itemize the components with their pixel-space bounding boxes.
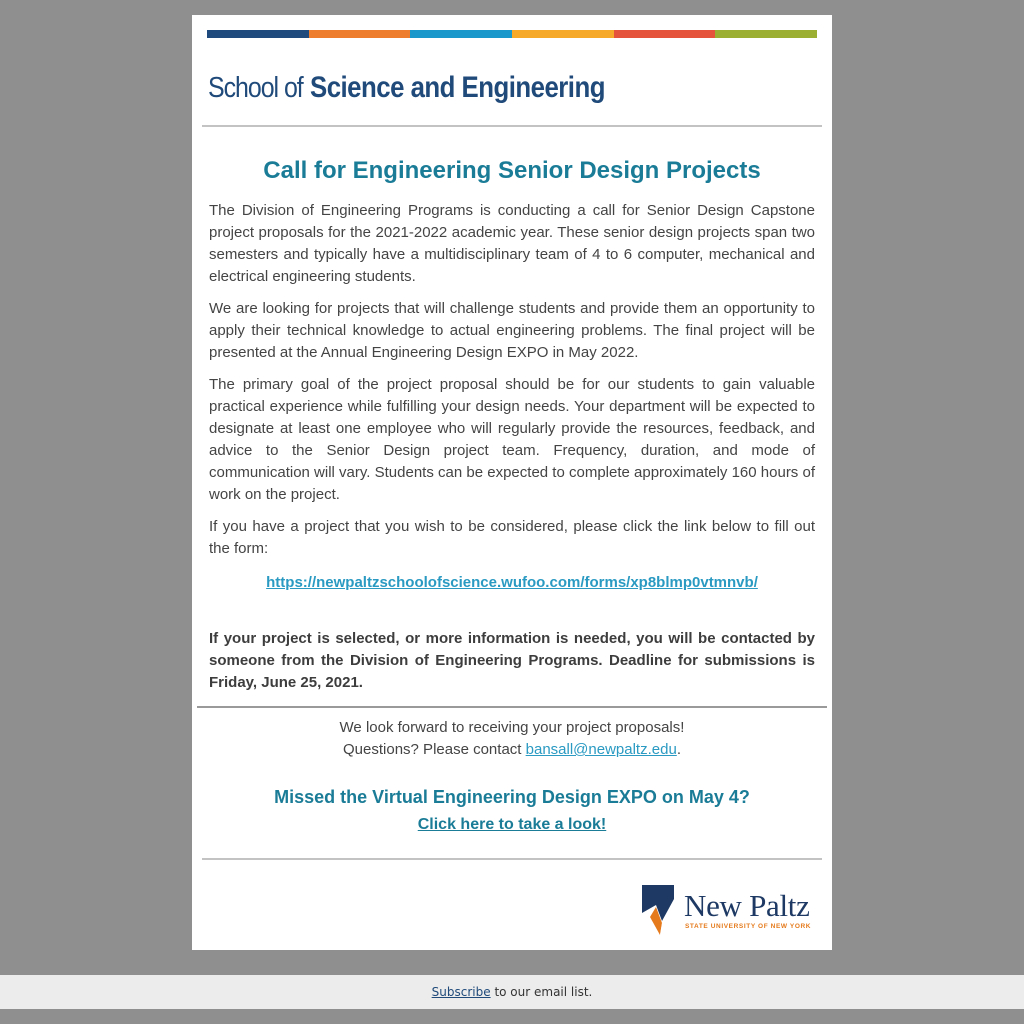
- questions-suffix: .: [676, 741, 681, 758]
- form-link-row: [209, 572, 815, 594]
- school-logo-light-text: School of: [208, 72, 303, 104]
- questions-line: [192, 739, 832, 761]
- body-paragraph: If you have a project that you wish to be considered, please click the link below to fill out the form:: [209, 518, 815, 557]
- new-paltz-logo: [642, 885, 822, 937]
- divider-bottom: [202, 858, 822, 860]
- stripe-segment: [410, 30, 512, 38]
- school-logo: [208, 71, 653, 105]
- body-paragraph: We are looking for projects that will challenge students and provide them an opportunity to apply their technical knowledge to actual engineering problems. The final project will be presented at the Annual Engineering Design EXPO in May 2022.: [209, 300, 815, 361]
- contact-section: [192, 717, 832, 761]
- subscribe-bar: [0, 975, 1024, 1009]
- questions-prefix: Questions? Please contact: [343, 741, 522, 758]
- body-paragraph: The Division of Engineering Programs is conducting a call for Senior Design Capstone project proposals for the 2021-2022 academic year. These senior design projects span two semesters and typically have a multidisciplinary team of 4 to 6 computer, mechanical and electrical engineering students.: [209, 202, 815, 285]
- divider-top: [202, 125, 822, 127]
- stripe-segment: [309, 30, 411, 38]
- color-stripe-bar: [207, 30, 817, 38]
- expo-heading: Missed the Virtual Engineering Design EXPO on May 4?: [274, 787, 750, 807]
- look-forward-text: We look forward to receiving your project proposals!: [339, 719, 685, 736]
- page-title: Call for Engineering Senior Design Projects: [263, 157, 761, 184]
- main-content: [209, 200, 815, 704]
- subscribe-link[interactable]: Subscribe: [431, 985, 491, 999]
- stripe-segment: [512, 30, 614, 38]
- school-logo-bold-text: Science and Engineering: [309, 71, 605, 104]
- subscribe-suffix: to our email list.: [494, 985, 593, 999]
- deadline-paragraph: If your project is selected, or more information is needed, you will be contacted by someone from the Division of Engineering Programs. Deadline for submissions is Friday, June 25, 2021.: [209, 630, 815, 691]
- stripe-segment: [715, 30, 817, 38]
- new-paltz-wordmark: New Paltz: [684, 888, 810, 923]
- expo-link[interactable]: Click here to take a look!: [417, 816, 607, 833]
- stripe-segment: [614, 30, 716, 38]
- email-card: [192, 15, 832, 950]
- new-paltz-subtitle: STATE UNIVERSITY OF NEW YORK: [685, 923, 812, 930]
- new-paltz-emblem-icon: [642, 885, 676, 935]
- divider-middle: [197, 706, 827, 708]
- body-paragraph: The primary goal of the project proposal should be for our students to gain valuable practical experience while fulfilling your design needs. Your department will be expected to designate at least one employee who will regularly provide the resources, feedback, and advice to the Senior Design project team. Frequency, duration, and mode of communication will vary. Students can be expected to complete approximately 160 hours of work on the project.: [209, 376, 815, 503]
- proposal-form-link[interactable]: https://newpaltzschoolofscience.wufoo.com/forms/xp8blmp0vtmnvb/: [266, 574, 758, 591]
- contact-email-link[interactable]: bansall@newpaltz.edu: [525, 741, 677, 758]
- expo-link-row: [192, 816, 832, 834]
- stripe-segment: [207, 30, 309, 38]
